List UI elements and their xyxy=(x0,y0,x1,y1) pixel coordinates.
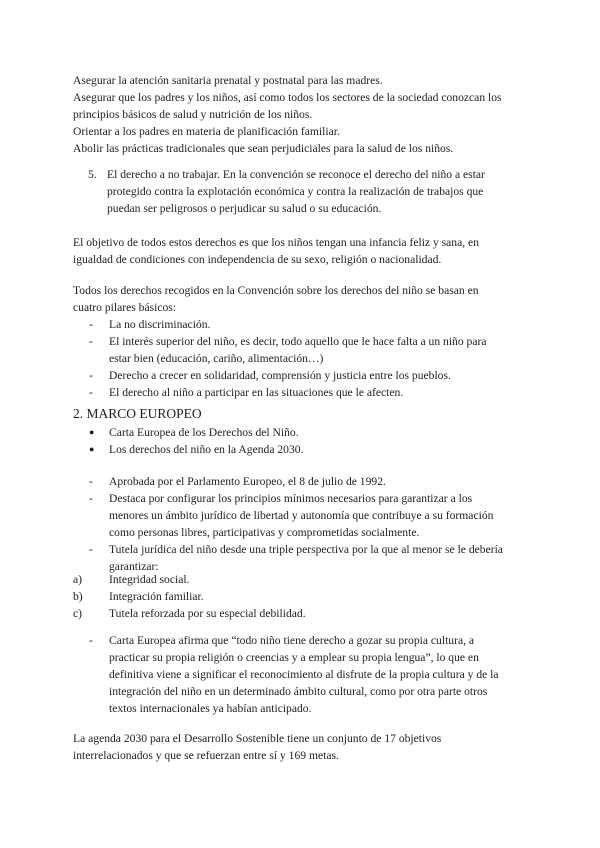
text-line: Orientar a los padres en materia de planificación familiar. xyxy=(73,125,340,138)
letter-marker: a) xyxy=(73,573,83,586)
agenda-paragraph xyxy=(73,730,533,764)
list-item xyxy=(73,571,533,588)
dash-marker: - xyxy=(89,318,93,331)
text-line: Integridad social. xyxy=(109,573,190,586)
dash-marker: - xyxy=(89,369,93,382)
numbered-item-5 xyxy=(88,166,548,217)
list-item xyxy=(73,316,533,333)
text-line: El objetivo de todos estos derechos es que los niños tengan una infancia feliz y sana, en xyxy=(73,236,479,249)
text-line: La no discriminación. xyxy=(109,318,211,331)
letter-marker: c) xyxy=(73,607,83,620)
text-line: definitiva viene a significar el reconocimiento al disfrute de la propia cultura y de la xyxy=(109,668,499,681)
text-line: protegido contra la explotación económica y contra la realización de trabajos que xyxy=(107,185,484,198)
section-heading: 2. MARCO EUROPEO xyxy=(73,406,202,421)
text-line: Asegurar que los padres y los niños, así como todos los sectores de la sociedad conozcan los xyxy=(73,91,502,104)
list-item xyxy=(73,588,533,605)
lettered-list xyxy=(73,571,533,622)
dash-marker: - xyxy=(89,335,93,348)
text-line: El derecho al niño a participar en las situaciones que le afecten. xyxy=(109,386,404,399)
list-item xyxy=(73,473,533,490)
list-item xyxy=(73,367,533,384)
list-item xyxy=(73,490,533,541)
bullet-icon: ● xyxy=(89,427,95,437)
list-item xyxy=(73,384,533,401)
text-line: menores un ámbito jurídico de libertad y autonomía que contribuye a su formación xyxy=(109,509,494,522)
text-line: interrelacionados y que se refuerzan entre sí y 169 metas. xyxy=(73,749,339,762)
dash-marker: - xyxy=(89,634,93,647)
text-line: Aprobada por el Parlamento Europeo, el 8 de julio de 1992. xyxy=(109,475,386,488)
letter-marker: b) xyxy=(73,590,83,603)
list-item xyxy=(73,541,533,575)
text-line: La agenda 2030 para el Desarrollo Sostenible tiene un conjunto de 17 objetivos xyxy=(73,732,442,745)
list-item xyxy=(73,605,533,622)
list-item xyxy=(73,632,533,717)
text-line: practicar su propia religión o creencias y a emplear su propia lengua”, lo que en xyxy=(109,651,479,664)
text-line: estar bien (educación, cariño, alimentación…) xyxy=(109,352,324,365)
text-line: cuatro pilares básicos: xyxy=(73,301,177,314)
text-line: El derecho a no trabajar. En la convención se reconoce el derecho del niño a estar xyxy=(107,168,485,181)
text-line: principios básicos de salud y nutrición de los niños. xyxy=(73,108,313,121)
dash-marker: - xyxy=(89,492,93,505)
intro-paragraph xyxy=(73,72,533,157)
text-line: igualdad de condiciones con independencia de su sexo, religión o nacionalidad. xyxy=(73,253,442,266)
text-line: Todos los derechos recogidos en la Convención sobre los derechos del niño se basan en xyxy=(73,284,479,297)
dash-marker: - xyxy=(89,386,93,399)
text-line: Tutela reforzada por su especial debilidad. xyxy=(109,607,306,620)
text-line: El interés superior del niño, es decir, todo aquello que le hace falta a un niño para xyxy=(109,335,487,348)
bullet-icon: ● xyxy=(89,444,95,454)
list-item xyxy=(73,424,533,441)
dash-marker: - xyxy=(89,543,93,556)
text-line: textos internacionales ya habían anticipado. xyxy=(109,702,312,715)
text-line: Destaca por configurar los principios mínimos necesarios para garantizar a los xyxy=(109,492,473,505)
objective-paragraph xyxy=(73,234,533,268)
text-line: Integración familiar. xyxy=(109,590,204,603)
carta-item xyxy=(73,632,533,717)
text-line: como personas libres, participativas y comprometidas socialmente. xyxy=(109,526,420,539)
pillars-paragraph xyxy=(73,282,533,401)
item-number: 5. xyxy=(88,168,97,181)
list-item xyxy=(73,441,533,458)
text-line: Los derechos del niño en la Agenda 2030. xyxy=(109,443,304,456)
text-line: Carta Europea de los Derechos del Niño. xyxy=(109,426,299,439)
list-item xyxy=(73,333,533,367)
text-line: integración del niño en un determinado ámbito cultural, como por otra parte otros xyxy=(109,685,488,698)
text-line: puedan ser peligrosos o perjudicar su salud o su educación. xyxy=(107,202,382,215)
bullet-list xyxy=(73,424,533,458)
text-line: garantizar: xyxy=(109,560,159,573)
text-line: Asegurar la atención sanitaria prenatal y postnatal para las madres. xyxy=(73,74,383,87)
text-line: Abolir las prácticas tradicionales que sean perjudiciales para la salud de los niños. xyxy=(73,142,454,155)
dash-list xyxy=(73,473,533,575)
text-line: Derecho a crecer en solidaridad, comprensión y justicia entre los pueblos. xyxy=(109,369,451,382)
text-line: Tutela jurídica del niño desde una triple perspectiva por la que al menor se le debería xyxy=(109,543,503,556)
dash-marker: - xyxy=(89,475,93,488)
text-line: Carta Europea afirma que “todo niño tiene derecho a gozar su propia cultura, a xyxy=(109,634,475,647)
